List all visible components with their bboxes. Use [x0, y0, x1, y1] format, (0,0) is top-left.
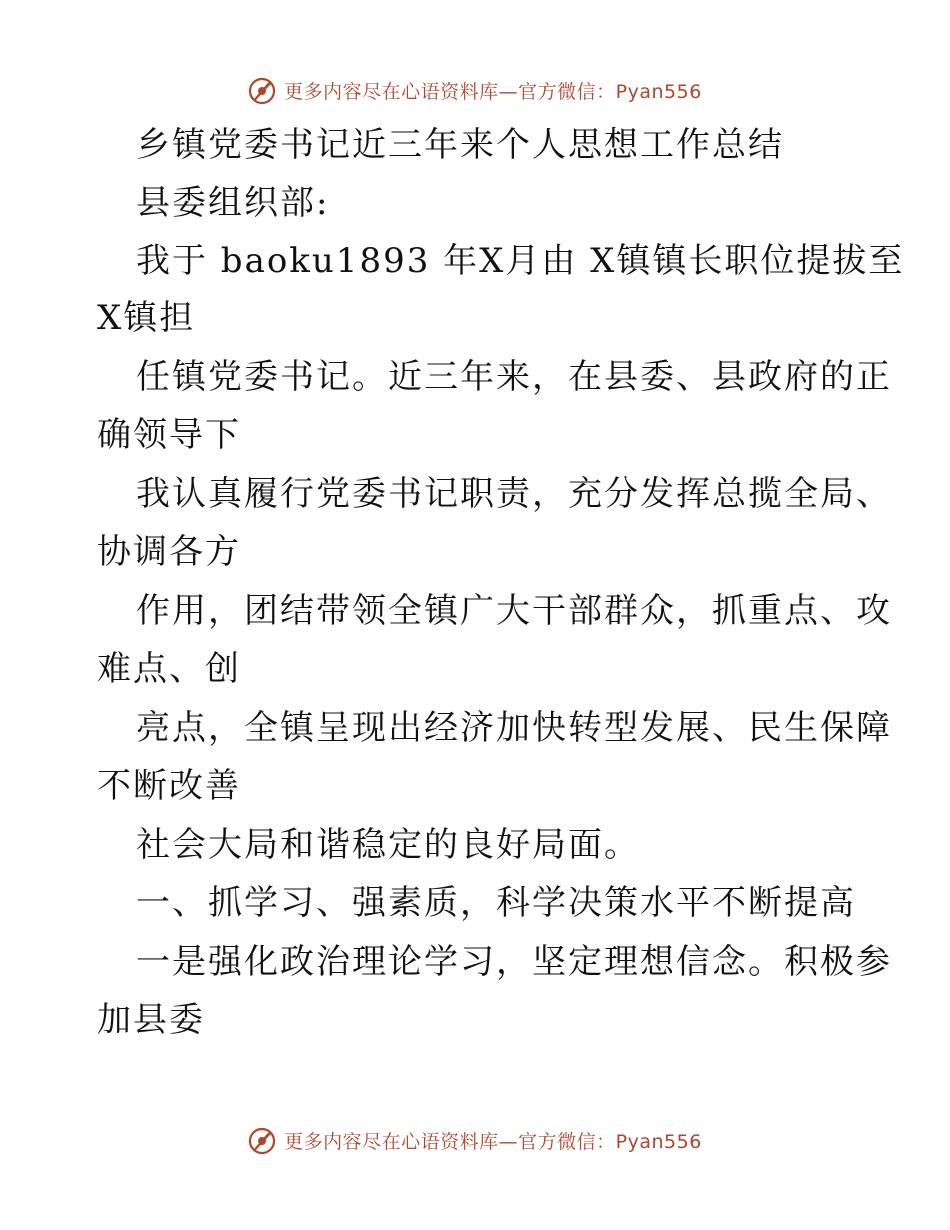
paragraph-line: 不断改善 [97, 766, 241, 806]
header-banner-text: 更多内容尽在心语资料库—官方微信：Pyan556 [284, 80, 702, 103]
paragraph-line: X镇担 [97, 298, 196, 338]
paragraph-line: 我于 baoku1893 年X月由 X镇镇长职位提拔至 [136, 241, 905, 281]
paragraph-line: 社会大局和谐稳定的良好局面。 [136, 825, 640, 865]
paragraph-line: 确领导下 [97, 415, 241, 455]
pen-logo-icon [248, 75, 278, 105]
paragraph-line: 亮点，全镇呈现出经济加快转型发展、民生保障 [136, 708, 892, 748]
paragraph-line: 我认真履行党委书记职责，充分发挥总揽全局、 [136, 474, 892, 514]
pen-logo-icon [248, 1125, 278, 1155]
paragraph-line: 任镇党委书记。近三年来，在县委、县政府的正 [136, 357, 892, 397]
paragraph-line: 一是强化政治理论学习，坚定理想信念。积极参 [136, 942, 892, 982]
paragraph-line: 协调各方 [97, 532, 241, 572]
footer-banner-text: 更多内容尽在心语资料库—官方微信：Pyan556 [284, 1130, 702, 1153]
addressee-line: 县委组织部: [136, 183, 330, 223]
paragraph-line: 加县委 [97, 1000, 205, 1040]
section-heading: 一、抓学习、强素质，科学决策水平不断提高 [136, 883, 856, 923]
document-title: 乡镇党委书记近三年来个人思想工作总结 [136, 125, 784, 165]
paragraph-line: 难点、创 [97, 649, 241, 689]
paragraph-line: 作用，团结带领全镇广大干部群众，抓重点、攻 [136, 591, 892, 631]
footer-banner [0, 1120, 950, 1160]
header-banner [0, 70, 950, 110]
